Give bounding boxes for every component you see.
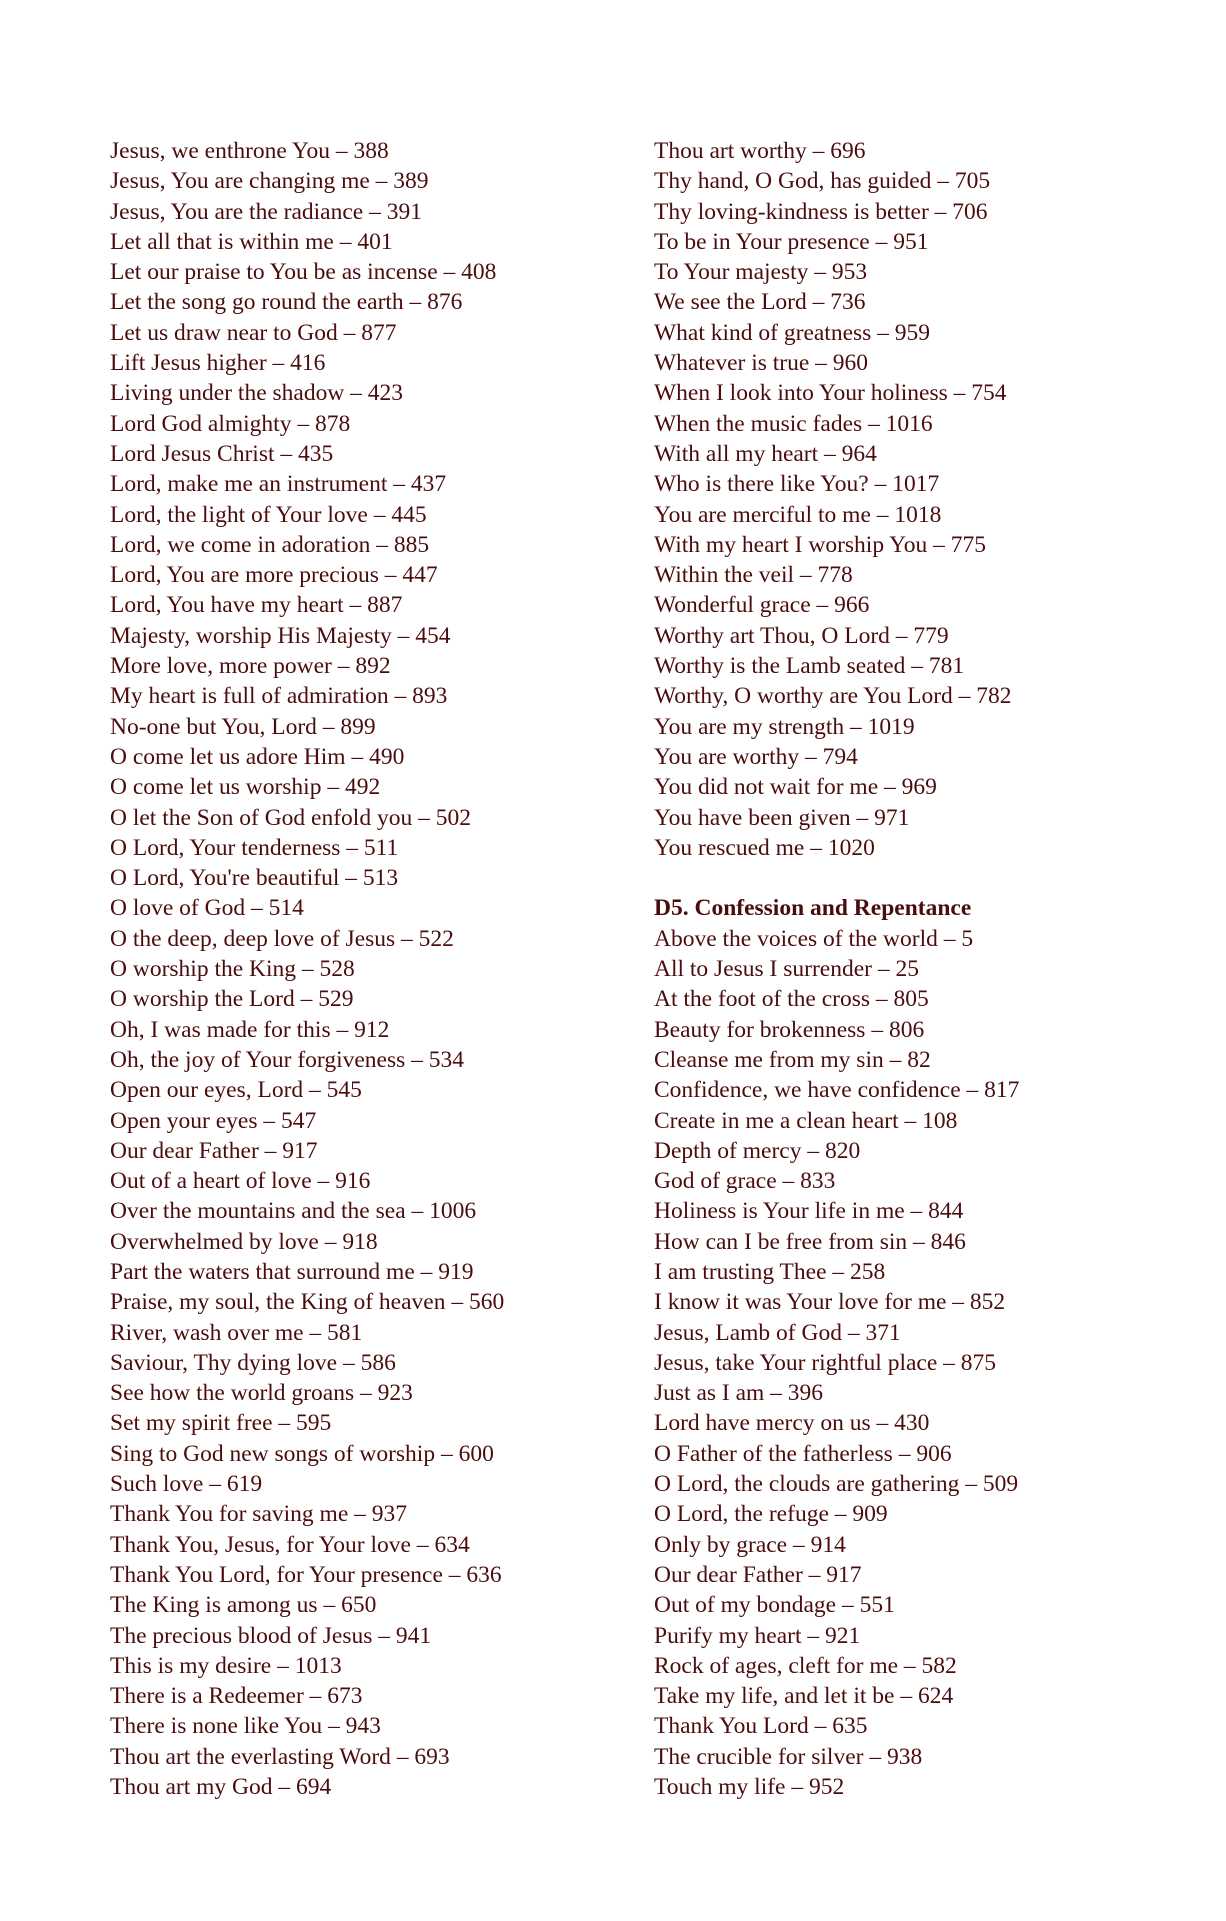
index-entry: Thou art worthy – 696	[654, 138, 866, 164]
index-entry: Create in me a clean heart – 108	[654, 1107, 958, 1134]
index-entry: Confidence, we have confidence – 817	[654, 1077, 1020, 1104]
index-entry: Out of my bondage – 551	[654, 1592, 895, 1619]
index-entry: Jesus, take Your rightful place – 875	[654, 1349, 997, 1376]
index-entry: No-one but You, Lord – 899	[110, 713, 376, 740]
index-entry: Only by grace – 914	[654, 1531, 846, 1558]
index-entry: You rescued me – 1020	[654, 834, 875, 861]
index-entry: O Lord, You're beautiful – 513	[110, 865, 399, 892]
index-entry: My heart is full of admiration – 893	[110, 683, 448, 710]
index-entry: Set my spirit free – 595	[110, 1410, 332, 1437]
index-entry: Cleanse me from my sin – 82	[654, 1046, 931, 1073]
index-entry: Jesus, You are changing me – 389	[110, 168, 429, 195]
index-entry: Thou art the everlasting Word – 693	[110, 1743, 450, 1770]
index-entry: Oh, the joy of Your forgiveness – 534	[110, 1046, 465, 1073]
index-entry: You are my strength – 1019	[654, 713, 915, 740]
index-entry: Wonderful grace – 966	[654, 592, 870, 619]
index-entry: Worthy is the Lamb seated – 781	[654, 653, 965, 680]
index-entry: Thy loving-kindness is better – 706	[654, 198, 988, 225]
index-entry: Take my life, and let it be – 624	[654, 1683, 954, 1710]
index-entry: When the music fades – 1016	[654, 410, 933, 437]
index-entry: Who is there like You? – 1017	[654, 471, 940, 498]
index-entry: Lord, You have my heart – 887	[110, 592, 403, 619]
index-entry: More love, more power – 892	[110, 653, 391, 680]
index-entry: With all my heart – 964	[654, 440, 877, 467]
index-entry: Thou art my God – 694	[110, 1774, 332, 1801]
index-entry: Above the voices of the world – 5	[654, 925, 974, 952]
index-entry: Beauty for brokenness – 806	[654, 1016, 925, 1043]
index-entry: Jesus, Lamb of God – 371	[654, 1319, 901, 1346]
index-entry: Lord Jesus Christ – 435	[110, 440, 334, 467]
section-heading: D5. Confession and Repentance	[654, 895, 972, 922]
index-entry: Holiness is Your life in me – 844	[654, 1198, 964, 1225]
index-entry: Jesus, You are the radiance – 391	[110, 198, 422, 225]
right-column-bottom-list	[654, 924, 1174, 1803]
index-entry: O Lord, the clouds are gathering – 509	[654, 1471, 1019, 1498]
index-entry: Thank You, Jesus, for Your love – 634	[110, 1531, 470, 1558]
index-entry: There is a Redeemer – 673	[110, 1683, 363, 1710]
index-entry: Over the mountains and the sea – 1006	[110, 1198, 477, 1225]
index-entry: Just as I am – 396	[654, 1380, 824, 1407]
index-entry: Lord, You are more precious – 447	[110, 562, 438, 589]
index-entry: God of grace – 833	[654, 1168, 836, 1195]
index-entry: Praise, my soul, the King of heaven – 560	[110, 1289, 505, 1316]
index-entry: O let the Son of God enfold you – 502	[110, 804, 471, 831]
index-entry: O come let us adore Him – 490	[110, 743, 405, 770]
index-entry: Thank You Lord, for Your presence – 636	[110, 1561, 502, 1588]
index-entry: Depth of mercy – 820	[654, 1137, 861, 1164]
index-entry: Lift Jesus higher – 416	[110, 350, 326, 377]
index-entry: This is my desire – 1013	[110, 1652, 342, 1679]
index-entry: I am trusting Thee – 258	[654, 1258, 886, 1285]
index-entry: Part the waters that surround me – 919	[110, 1258, 474, 1285]
index-entry: You did not wait for me – 969	[654, 774, 937, 801]
section-spacer	[654, 863, 1174, 893]
index-entry: With my heart I worship You – 775	[654, 531, 986, 558]
index-entry: Within the veil – 778	[654, 562, 853, 589]
index-entry: O the deep, deep love of Jesus – 522	[110, 925, 454, 952]
index-entry: What kind of greatness – 959	[654, 319, 931, 346]
index-entry: Whatever is true – 960	[654, 350, 869, 377]
index-entry: Jesus, we enthrone You – 388	[110, 138, 389, 164]
index-entry: How can I be free from sin – 846	[654, 1228, 966, 1255]
index-entry: All to Jesus I surrender – 25	[654, 956, 919, 983]
index-entry: To Your majesty – 953	[654, 259, 868, 286]
index-entry: Thy hand, O God, has guided – 705	[654, 168, 991, 195]
index-entry: The King is among us – 650	[110, 1592, 377, 1619]
index-entry: There is none like You – 943	[110, 1713, 381, 1740]
index-entry: O Lord, Your tenderness – 511	[110, 834, 399, 861]
index-entry: Such love – 619	[110, 1471, 263, 1498]
right-column	[654, 136, 1174, 1802]
index-entry: We see the Lord – 736	[654, 289, 866, 316]
index-entry: Let us draw near to God – 877	[110, 319, 397, 346]
right-column-top-list	[654, 136, 1174, 863]
index-entry: The crucible for silver – 938	[654, 1743, 923, 1770]
index-entry: At the foot of the cross – 805	[654, 986, 929, 1013]
index-entry: O worship the Lord – 529	[110, 986, 354, 1013]
index-entry: Sing to God new songs of worship – 600	[110, 1440, 494, 1467]
index-entry: Out of a heart of love – 916	[110, 1168, 371, 1195]
index-entry: Lord God almighty – 878	[110, 410, 351, 437]
index-entry: Open our eyes, Lord – 545	[110, 1077, 362, 1104]
index-entry: O come let us worship – 492	[110, 774, 381, 801]
index-entry: Let the song go round the earth – 876	[110, 289, 463, 316]
index-entry: River, wash over me – 581	[110, 1319, 363, 1346]
index-entry: Our dear Father – 917	[110, 1137, 318, 1164]
index-entry: O Father of the fatherless – 906	[654, 1440, 952, 1467]
index-entry: Rock of ages, cleft for me – 582	[654, 1652, 957, 1679]
index-entry: Overwhelmed by love – 918	[110, 1228, 378, 1255]
index-entry: Purify my heart – 921	[654, 1622, 861, 1649]
index-entry: Let our praise to You be as incense – 408	[110, 259, 497, 286]
index-entry: Lord have mercy on us – 430	[654, 1410, 930, 1437]
index-entry: O love of God – 514	[110, 895, 304, 922]
index-entry: Thank You Lord – 635	[654, 1713, 868, 1740]
index-entry: O Lord, the refuge – 909	[654, 1501, 888, 1528]
index-entry: Saviour, Thy dying love – 586	[110, 1349, 396, 1376]
index-entry: You have been given – 971	[654, 804, 910, 831]
index-entry: Living under the shadow – 423	[110, 380, 404, 407]
index-entry: O worship the King – 528	[110, 956, 355, 983]
index-entry: Lord, make me an instrument – 437	[110, 471, 447, 498]
index-entry: Worthy, O worthy are You Lord – 782	[654, 683, 1012, 710]
index-entry: Majesty, worship His Majesty – 454	[110, 622, 451, 649]
index-entry: Let all that is within me – 401	[110, 228, 393, 255]
index-entry: I know it was Your love for me – 852	[654, 1289, 1006, 1316]
index-entry: Open your eyes – 547	[110, 1107, 317, 1134]
index-entry: Worthy art Thou, O Lord – 779	[654, 622, 949, 649]
left-column	[110, 136, 630, 1802]
index-entry: You are worthy – 794	[654, 743, 858, 770]
index-entry: Touch my life – 952	[654, 1774, 845, 1801]
index-entry: See how the world groans – 923	[110, 1380, 413, 1407]
index-entry: Oh, I was made for this – 912	[110, 1016, 390, 1043]
index-entry: The precious blood of Jesus – 941	[110, 1622, 432, 1649]
index-entry: When I look into Your holiness – 754	[654, 380, 1007, 407]
index-entry: You are merciful to me – 1018	[654, 501, 942, 528]
index-entry: Lord, we come in adoration – 885	[110, 531, 430, 558]
index-entry: Thank You for saving me – 937	[110, 1501, 407, 1528]
index-entry: Our dear Father – 917	[654, 1561, 862, 1588]
index-entry: To be in Your presence – 951	[654, 228, 929, 255]
index-entry: Lord, the light of Your love – 445	[110, 501, 427, 528]
